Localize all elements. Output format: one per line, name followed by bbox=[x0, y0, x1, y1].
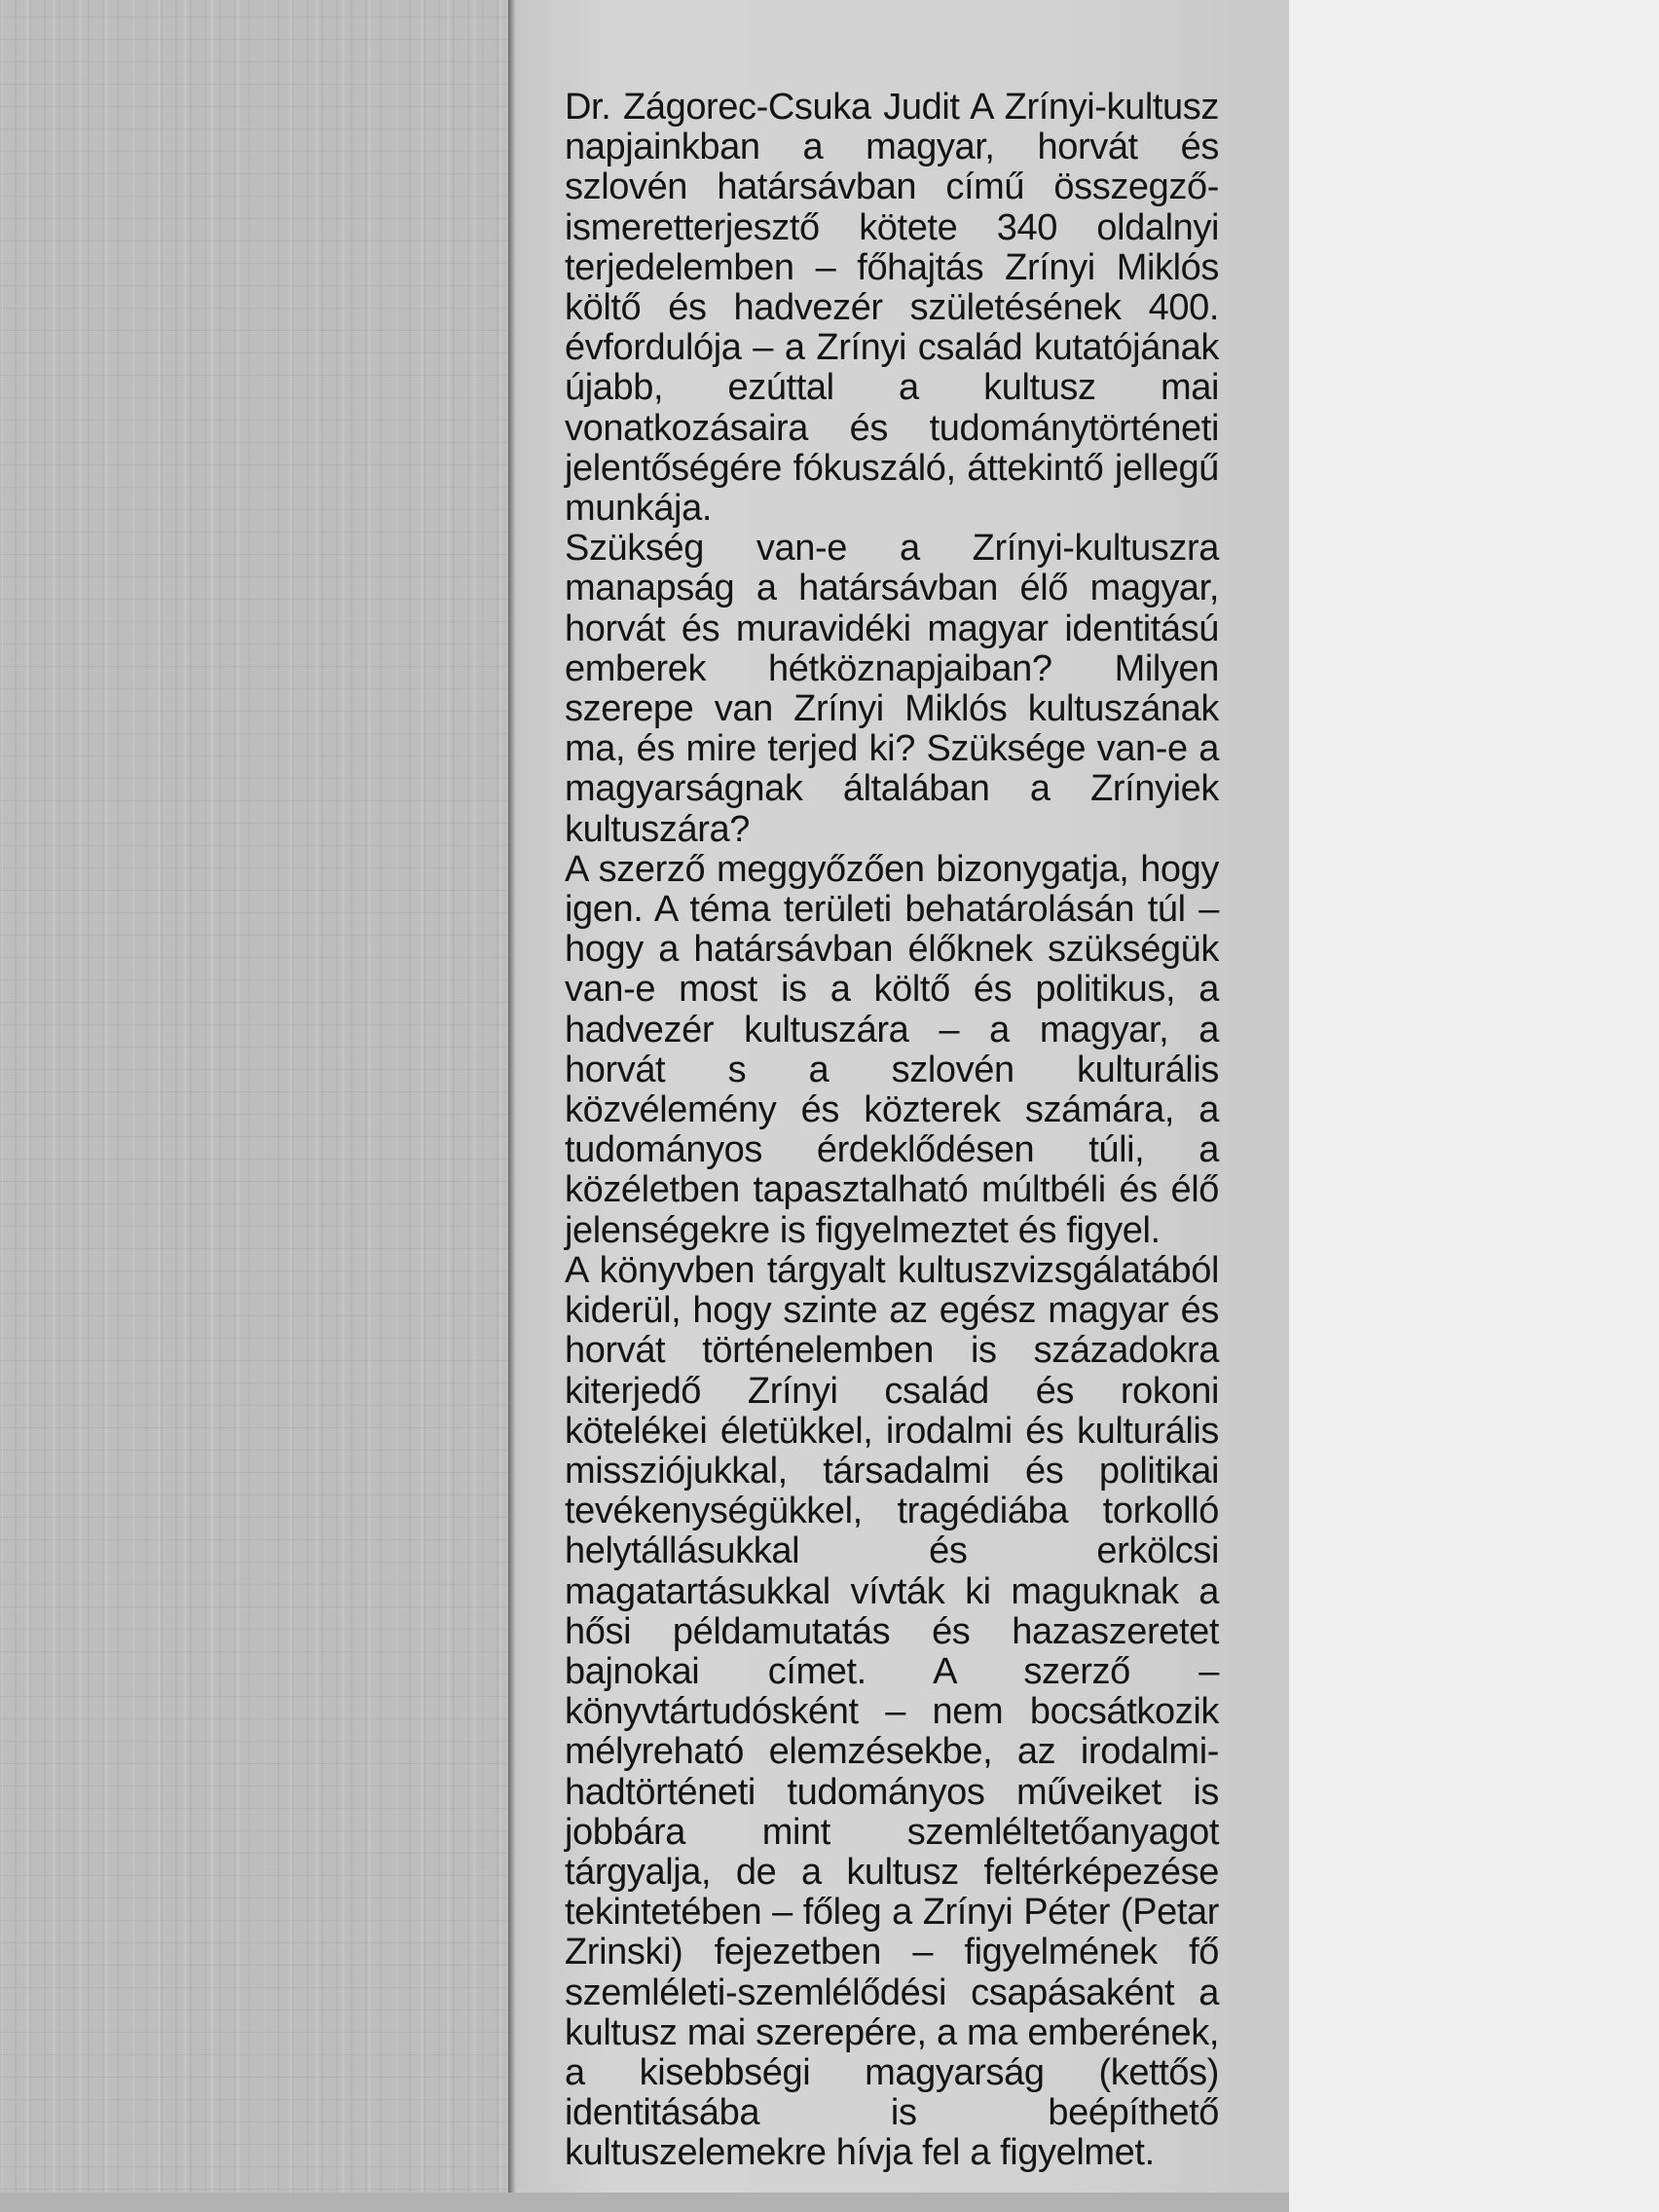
cover-fold-edge bbox=[508, 0, 516, 2212]
paragraph-findings: A könyvben tárgyalt kultuszvizsgálatából kiderül, hogy szinte az egész magyar és horvát történelemben is századokra kiterjedő Zrínyi család és rokoni kötelékei életükkel, irodalmi és kulturális missziójukkal, társadalmi és politikai tevékenységükkel, tragédiába torkolló helytállásukkal és erkölcsi magatartásukkal vívták ki maguknak a hősi példamutatás és hazaszeretet bajnokai címet. A szerző – könyvtártudósként – nem bocsátkozik mélyreható elemzésekbe, az irodalmi-hadtörténeti tudományos műveiket is jobbára mint szemléltetőanyagot tárgyalja, de a kultusz feltérképezése tekintetében – főleg a Zrínyi Péter (Petar Zrinski) fejezetben – figyelmének fő szemléleti-szemlélődési csapásaként a kultusz mai szerepére, a ma emberének, a kisebbségi magyarság (kettős) identitásába is beépíthető kultuszelemekre hívja fel a figyelmet. bbox=[565, 1249, 1219, 2174]
blurb-text bbox=[565, 88, 1219, 2174]
background-right bbox=[1289, 0, 1659, 2212]
paragraph-questions: Szükség van-e a Zrínyi-kultuszra manapság a határsávban élő magyar, horvát és muravidéki magyar identitású emberek hétköznapjaiban? Milyen szerepe van Zrínyi Miklós kultuszának ma, és mire terjed ki? Szüksége van-e a magyarságnak általában a Zrínyiek kultuszára? bbox=[565, 528, 1219, 850]
book-spine-left-panel bbox=[0, 0, 508, 2212]
paragraph-argument: A szerző meggyőzően bizonygatja, hogy igen. A téma területi behatárolásán túl – hogy a határsávban élőknek szükségük van-e most is a költő és politikus, a hadvezér kultuszára – a magyar, a horvát s a szlovén kulturális közvélemény és közterek számára, a tudományos érdeklődésen túli, a közéletben tapasztalható múltbéli és élő jelenségekre is figyelmeztet és figyel. bbox=[565, 848, 1219, 1251]
bottom-strip bbox=[0, 2193, 1289, 2212]
paragraph-intro: Dr. Zágorec-Csuka Judit A Zrínyi-kultusz napjainkban a magyar, horvát és szlovén határsávban című összegző-ismeretterjesztő kötete 340 oldalnyi terjedelemben – főhajtás Zrínyi Miklós költő és hadvezér születésének 400. évfordulója – a Zrínyi család kutatójának újabb, ezúttal a kultusz mai vonatkozásaira és tudománytörténeti jelentőségére fókuszáló, áttekintő jellegű munkája. bbox=[565, 87, 1219, 530]
